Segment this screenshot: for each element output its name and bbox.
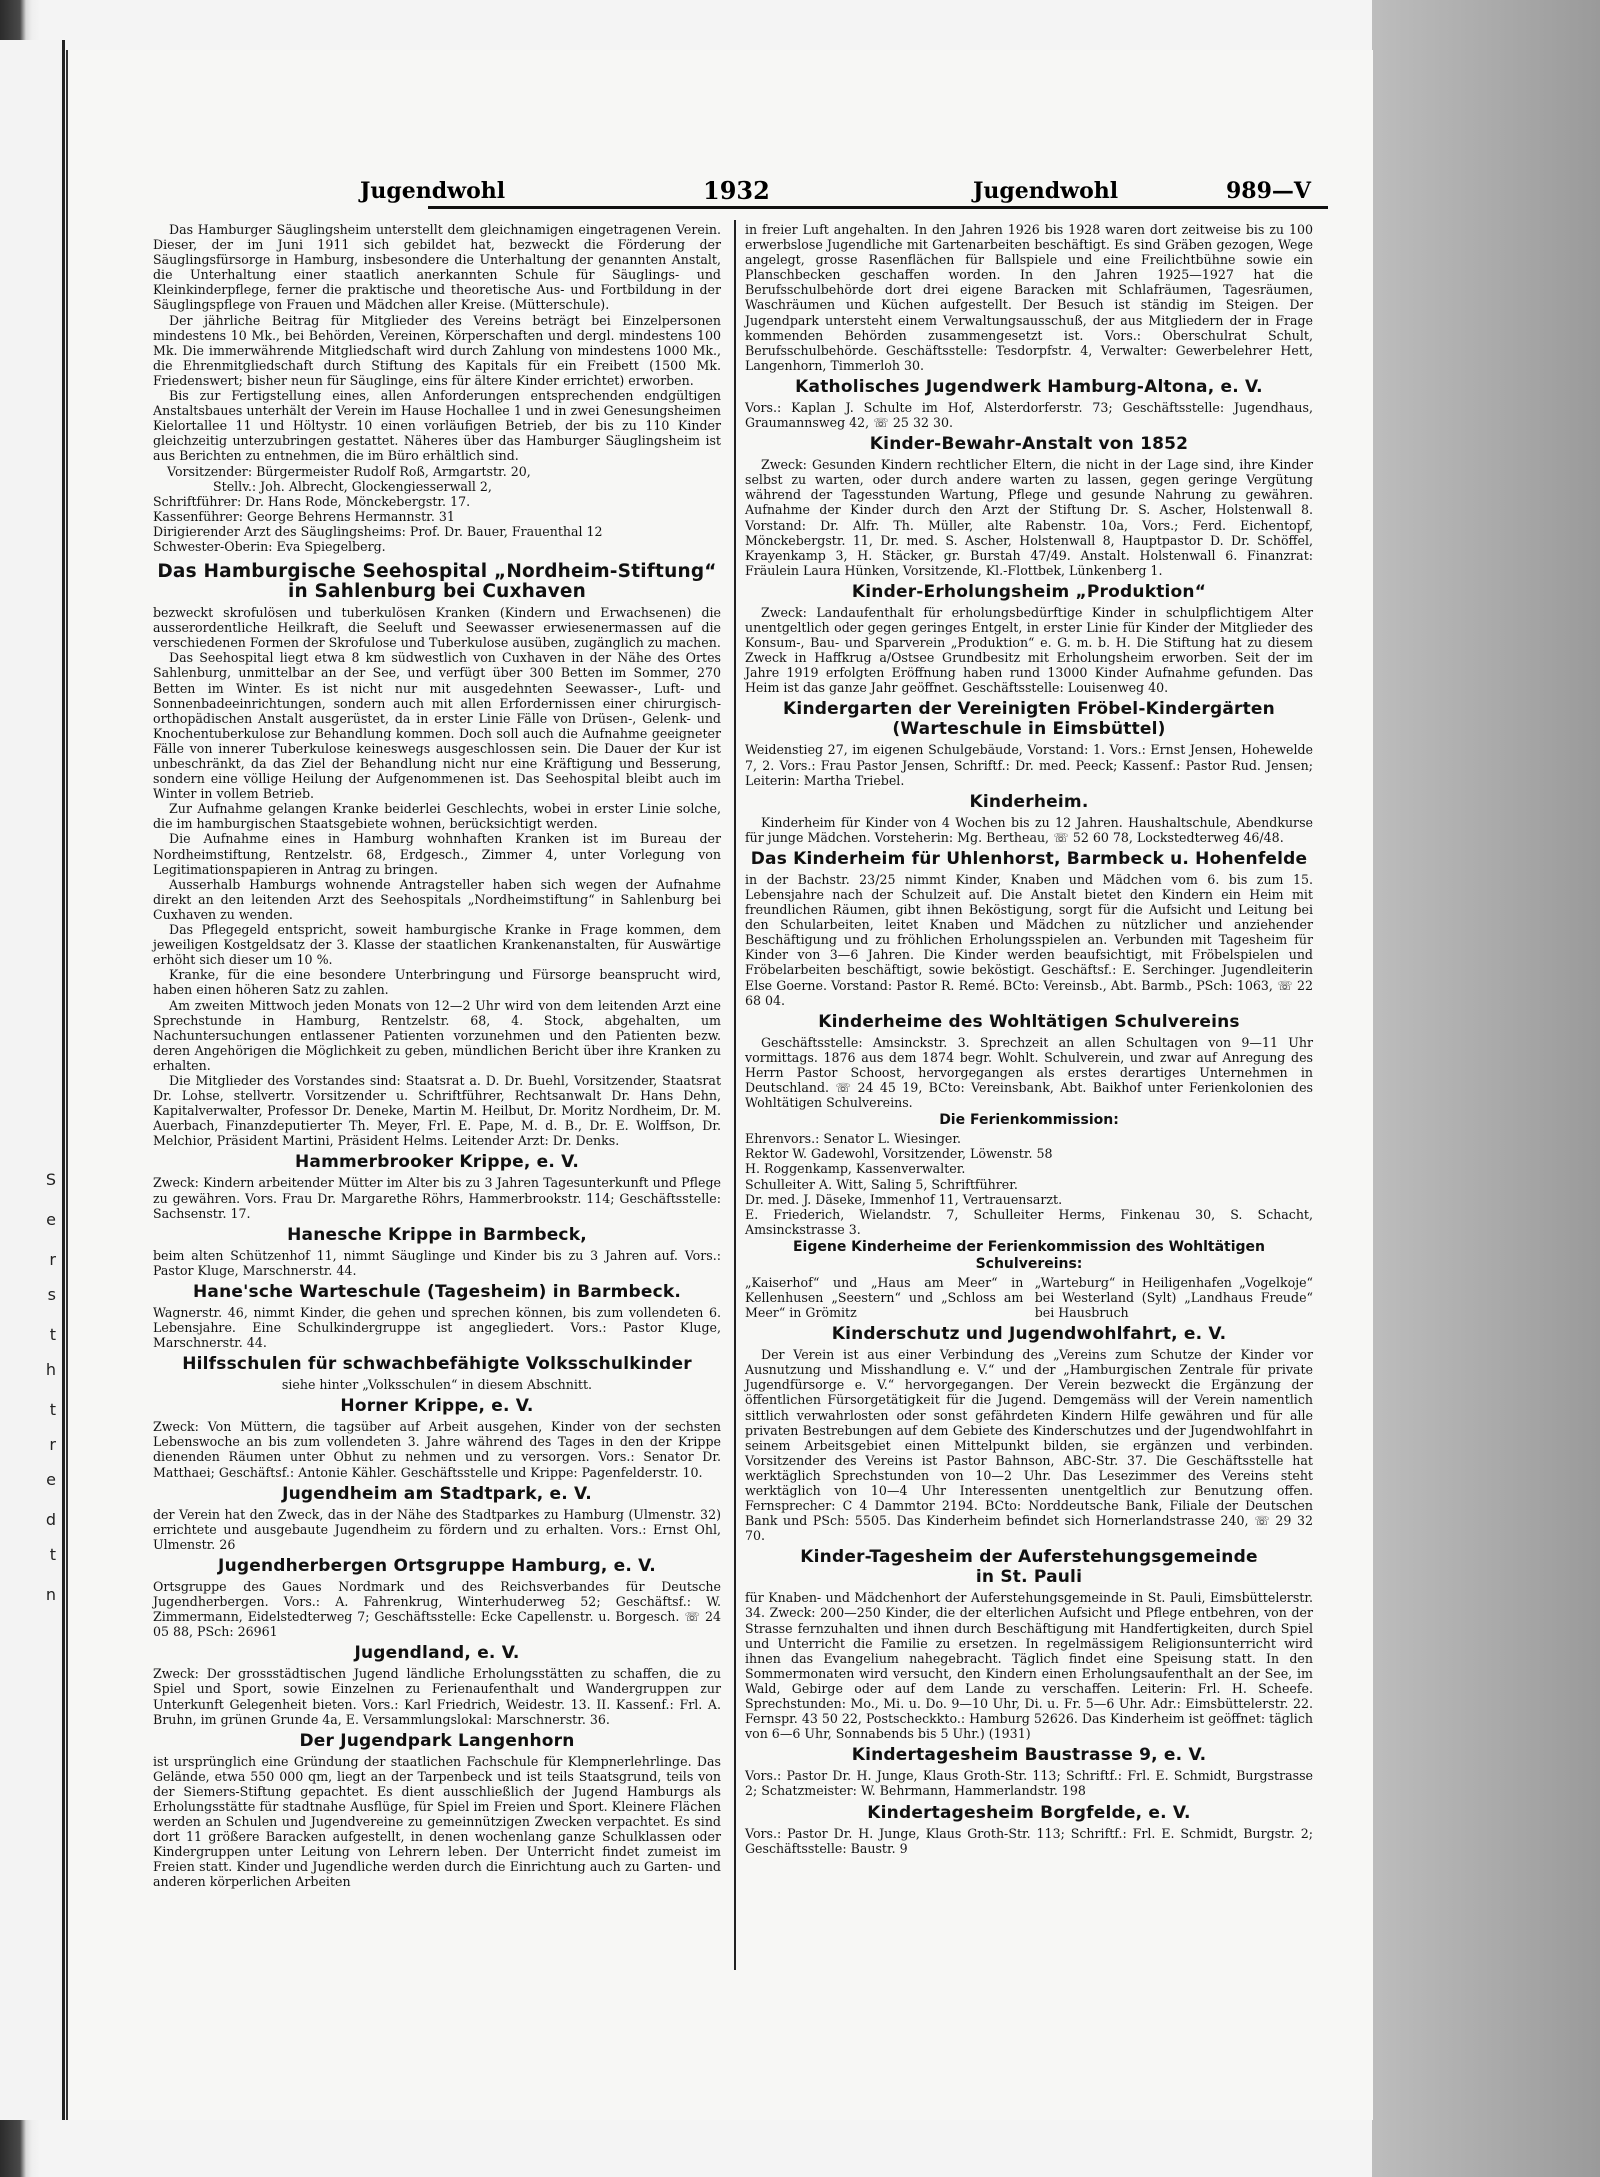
homes-right: „Warteburg“ in Heiligenhafen „Vogelkoje“ bei Westerland (Sylt) „Landhaus Freude“ bei Hausbruch [1034, 1274, 1313, 1321]
header-right-title: Jugendwohl [973, 178, 1119, 204]
section-title: Hane'sche Warteschule (Tagesheim) in Barmbeck. [192, 1281, 682, 1302]
prev-letter: t [49, 1325, 56, 1344]
paragraph: ist ursprünglich eine Gründung der staatlichen Fachschule für Klempnerlehrlinge. Das Gelände, etwa 550 000 qm, liegt an der Tarpenbeck und ist teils Staatsgrund, teils von der Siemers-Stiftung gepachtet. Es dient ausschließlich der Jugend Hamburgs als Erholungsstätte für stadtnahe Ausflüge, für Spiel im Freien und Sport. Kleinere Flächen werden an Schulen und Jugendvereine zu gemeinnützigen Zwecken verpachtet. Es sind dort 11 größere Baracken aufgestellt, in denen wochenlang ganze Schulklassen oder Kindergruppen unter Leitung von Lehrern leben. Der Unterricht findet zumeist im Freien statt. Kinder und Jugendliche werden durch die Einrichtung auch zu Garten- und anderen körperlichen Arbeiten [153, 1753, 721, 1890]
section-title: Hilfsschulen für schwachbefähigte Volksschulkinder [182, 1354, 692, 1375]
prev-letter: r [49, 1250, 56, 1269]
section-title: Das Kinderheim für Uhlenhorst, Barmbeck u. Hohenfelde [750, 848, 1308, 869]
paragraph: Zweck: Gesunden Kindern rechtlicher Eltern, die nicht in der Lage sind, ihre Kinder selbst zu warten, oder durch andere warten zu lassen, gegen geringe Vergütung während der Tagesstunden Wartung, Pflege und gesunde Nahrung zu gewähren. Aufnahme der Kinder durch den Arzt der Stiftung Dr. S. Ascher, Holstenwall 8. Vorstand: Dr. Alfr. Th. Müller, alte Rabenstr. 10a, Vors.; Ferd. Eichentopf, Mönckebergstr. 11, Dr. med. S. Ascher, Holstenwall 8, Hauptpastor D. Dr. Schöffel, Krayenkamp 3, H. Stäcker, gr. Burstah 47/49. Anstalt. Holstenwall 6. Finanzrat: Fräulein Laura Hünken, Vorsitzende, Kl.-Flottbek, Lünkenberg 1. [745, 457, 1313, 578]
paragraph: Zweck: Landaufenthalt für erholungsbedürftige Kinder in schulpflichtigem Alter unentgeltlich oder gegen geringes Entgelt, in erster Linie für Kinder der Mitglieder des Konsum-, Bau- und Sparverein „Produktion“ e. G. m. b. H. Die Stiftung hat zu diesem Zweck in Haffkrug a/Ostsee Grundbesitz mit Erholungsheim erworben. Seit der im Jahre 1919 erfolgten Eröffnung haben rund 13000 Kinder Aufnahme gefunden. Das Heim ist das ganze Jahr geöffnet. Geschäftsstelle: Louisenweg 40. [745, 604, 1313, 696]
committee-line: E. Friederich, Wielandstr. 7, Schulleiter Herms, Finkenau 30, S. Schacht, Amsinckstrasse 3. [745, 1206, 1313, 1237]
paragraph: Vors.: Pastor Dr. H. Junge, Klaus Groth-Str. 113; Schriftf.: Frl. E. Schmidt, Burgstrasse 2; Schatzmeister: W. Behrmann, Hammerlandstr. 198 [745, 1768, 1313, 1799]
prev-letter: n [45, 1585, 56, 1604]
section-title: Kinderschutz und Jugendwohlfahrt, e. V. [831, 1324, 1227, 1345]
paragraph: Ortsgruppe des Gaues Nordmark und des Reichsverbandes für Deutsche Jugendherbergen. Vors.: A. Fahrenkrug, Winterhuderweg 52; Geschäftsf.: W. Zimmermann, Eidelstedterweg 7; Geschäftsstelle: Ecke Capellenstr. u. Borgesch. ☏ 24 05 88, PSch: 26961 [153, 1578, 721, 1640]
paragraph: in der Bachstr. 23/25 nimmt Kinder, Knaben und Mädchen vom 6. bis zum 15. Lebensjahre nach der Schulzeit auf. Die Anstalt bietet den Kindern ein Heim mit freundlichen Räumen, gibt ihnen Beköstigung, sorgt für die Aufsicht und Leitung bei den Schularbeiten, leitet Knaben und Mädchen zu nützlicher und anziehender Beschäftigung und zu fröhlichen Erholungsspielen an. Verbunden mit Tagesheim für Kinder von 3—6 Jahren. Die Kinder werden beaufsichtigt, mit Fröbelspielen und Fröbelarbeiten beschäftigt, sowie beköstigt. Geschäftsf.: E. Serchinger. Jugendleiterin Else Goerne. Vorstand: Pastor R. Remé. BCto: Vereinsb., Abt. Barmb., PSch: 1063, ☏ 22 68 04. [745, 871, 1313, 1008]
paragraph: beim alten Schützenhof 11, nimmt Säuglinge und Kinder bis zu 3 Jahren auf. Vors.: Pastor Kluge, Marschnerstr. 44. [153, 1247, 721, 1278]
paragraph: Weidenstieg 27, im eigenen Schulgebäude, Vorstand: 1. Vors.: Ernst Jensen, Hohewelde 7, 2. Vors.: Frau Pastor Jensen, Schriftf.: Dr. med. Peeck; Kassenf.: Pastor Rud. Jensen; Leiterin: Martha Triebel. [745, 742, 1313, 788]
paragraph: Kranke, für die eine besondere Unterbringung und Fürsorge beansprucht wird, haben einen höheren Satz zu zahlen. [153, 967, 721, 998]
paragraph: Die Mitglieder des Vorstandes sind: Staatsrat a. D. Dr. Buehl, Vorsitzender, Staatsrat Dr. Lohse, stellvertr. Vorsitzender u. Schriftführer, Rechtsanwalt Dr. Hans Dehn, Kapitalverwalter, Professor Dr. Deneke, Martin M. Heilbut, Dr. Moritz Nordheim, Dr. M. Auerbach, Finanzdeputierter Th. Meyer, Frl. E. Pape, M. d. B., Dr. E. Wolffson, Dr. Melchior, Präsident Martini, Präsident Helms. Leitender Arzt: Dr. Denks. [153, 1072, 721, 1149]
committee-line: Ehrenvors.: Senator L. Wiesinger. [745, 1131, 962, 1147]
committee-line: H. Roggenkamp, Kassenverwalter. [745, 1161, 966, 1177]
paragraph: Zweck: Von Müttern, die tagsüber auf Arbeit ausgehen, Kinder von der sechsten Lebenswoche an bis zum vollendeten 3. Jahre während des Tages in den der Krippe dienenden Räumen unter Obhut zu nehmen und zu versorgen. Vors.: Senator Dr. Matthaei; Geschäftsf.: Antonie Kähler. Geschäftsstelle und Krippe: Pagenfelderstr. 10. [153, 1419, 721, 1480]
paragraph: Kinderheim für Kinder von 4 Wochen bis zu 12 Jahren. Haushaltschule, Abendkurse für junge Mädchen. Vorsteherin: Mg. Bertheau, ☏ 52 60 78, Lockstedterweg 46/48. [745, 814, 1313, 845]
section-title: Kinderheime des Wohltätigen Schulvereins [818, 1011, 1240, 1032]
section-title: Das Hamburgische Seehospital „Nordheim-Stiftung“ [157, 561, 717, 583]
homes-left: „Kaiserhof“ und „Haus am Meer“ in Kellenhusen „Seestern“ und „Schloss am Meer“ in Grömitz [745, 1274, 1024, 1321]
header-page-number: 989—V [1226, 178, 1311, 204]
section-title: Der Jugendpark Langenhorn [299, 1730, 575, 1751]
section-title: Kindertagesheim Baustrasse 9, e. V. [851, 1745, 1207, 1766]
section-title: Jugendherbergen Ortsgruppe Hamburg, e. V. [218, 1555, 656, 1576]
header-left-title: Jugendwohl [360, 178, 506, 204]
scan-margin [1372, 0, 1600, 2177]
paragraph: Am zweiten Mittwoch jeden Monats von 12—2 Uhr wird von dem leitenden Arzt eine Sprechstunde in Hamburg, Rentzelstr. 68, 4. Stock, abgehalten, um Nachuntersuchungen entlassener Patienten vorzunehmen und den Patienten bezw. deren Angehörigen die Möglichkeit zu geben, mündlichen Bericht über ihre Kranken zu erhalten. [153, 997, 721, 1073]
officer-line: Dirigierender Arzt des Säuglingsheims: Prof. Dr. Bauer, Frauenthal 12 [153, 523, 603, 539]
prev-letter: e [46, 1210, 56, 1229]
paragraph: Geschäftsstelle: Amsinckstr. 3. Sprechzeit an allen Schultagen von 9—11 Uhr vormittags. 1876 aus dem 1874 begr. Wohlt. Schulverein, und zwar auf Anregung des Herrn Pastor Schoost, hervorgegangen als erstes derartiges Unternehmen in Deutschland. ☏ 24 45 19, BCto: Vereinsbank, Abt. Baikhof unter Ferienkolonien des Wohltätigen Schulvereins. [745, 1034, 1313, 1111]
paragraph: für Knaben- und Mädchenhort der Auferstehungsgemeinde in St. Pauli, Eimsbüttelerstr. 34. Zweck: 200—250 Kinder, die der elterlichen Aufsicht und Pflege entbehren, von der Strasse fernzuhalten und ihnen durch Beschäftigung mit Handfertigkeiten, durch Spiel und Unterricht die Familie zu ersetzen. In regelmässigem Religionsunterricht wird ihnen das Evangelium nahegebracht. Täglich findet eine Speisung statt. In den Sommermonaten wird versucht, den Kindern einen Erholungsaufenthalt an der See, im Wald, Gebirge oder auf dem Lande zu verschaffen. Leiterin: Frl. H. Scheefe. Sprechstunden: Mo., Mi. u. Do. 9—10 Uhr, Di. u. Fr. 5—6 Uhr. Adr.: Eimsbüttelerstr. 22. Fernspr. 43 50 22, Postscheckkto.: Hamburg 52626. Das Kinderheim ist geöffnet: täglich von 6—6 Uhr, Sonnabends bis 5 Uhr.) (1931) [745, 1590, 1313, 1742]
paragraph: Der jährliche Beitrag für Mitglieder des Vereins beträgt bei Einzelpersonen mindestens 10 Mk., bei Behörden, Vereinen, Körperschaften und dergl. mindestens 100 Mk. Die immerwährende Mitgliedschaft wird durch Zahlung von mindestens 1000 Mk., die Ehrenmitgliedschaft durch Stiftung des Kapitals für ein Freibett (1500 Mk. Friedenswert; bisher neun für Säuglinge, eins für ältere Kinder errichtet) erworben. [153, 312, 721, 388]
column-divider [734, 220, 736, 1970]
section-title: Kinder-Erholungsheim „Produktion“ [851, 581, 1207, 602]
prev-letter: S [45, 1170, 56, 1189]
paragraph: Wagnerstr. 46, nimmt Kinder, die gehen und sprechen können, bis zum vollendeten 6. Lebensjahre. Eine Schulkindergruppe ist angegliedert. Vors.: Pastor Kluge, Marschnerstr. 44. [153, 1304, 721, 1351]
right-column [745, 222, 1313, 1856]
prev-letter: t [49, 1545, 56, 1564]
section-title: Hanesche Krippe in Barmbeck, [287, 1224, 587, 1245]
paragraph: Ausserhalb Hamburgs wohnende Antragsteller haben sich wegen der Aufnahme direkt an den leitenden Arzt des Seehospitals „Nordheimstiftung“ in Sahlenburg bei Cuxhaven zu wenden. [153, 876, 721, 922]
section-title: in Sahlenburg bei Cuxhaven [287, 581, 587, 603]
prev-letter: r [49, 1435, 56, 1454]
subsection-title: Die Ferienkommission: [939, 1112, 1119, 1129]
officer-line: Kassenführer: George Behrens Hermannstr. 31 [153, 508, 455, 524]
section-title: Kinderheim. [969, 791, 1089, 812]
prev-letter: d [45, 1510, 56, 1529]
paragraph: Vors.: Pastor Dr. H. Junge, Klaus Groth-Str. 113; Schriftf.: Frl. E. Schmidt, Burgstr. 2; Geschäftsstelle: Baustr. 9 [745, 1825, 1313, 1856]
prev-letter: h [45, 1360, 56, 1379]
officer-line: Vorsitzender: Bürgermeister Rudolf Roß, Armgartstr. 20, [167, 463, 531, 479]
section-title: (Warteschule in Eimsbüttel) [892, 719, 1166, 740]
paragraph: Zweck: Der grossstädtischen Jugend ländliche Erholungsstätten zu schaffen, die zu Spiel und Sport, sowie Einzelnen zu Ferienaufenthalt und Wandergruppen zur Unterkunft Gelegenheit bieten. Vors.: Karl Friedrich, Weidestr. 13. II. Kassenf.: Frl. A. Bruhn, im grünen Grunde 4a, E. Versammlungslokal: Marschnerstr. 36. [153, 1666, 721, 1727]
section-title: Kindergarten der Vereinigten Fröbel-Kindergärten [783, 699, 1275, 720]
paragraph: Das Seehospital liegt etwa 8 km südwestlich von Cuxhaven in der Nähe des Ortes Sahlenburg, unmittelbar an der See, und verfügt über 300 Betten im Sommer, 270 Betten im Winter. Es ist nicht nur mit ausgedehnten Seewasser-, Luft- und Sonnenbadeeinrichtungen, sondern auch mit allen Erfordernissen einer chirurgisch-orthopädischen Anstalt ausgerüstet, da in erster Linie Fälle von Drüsen-, Gelenk- und Knochentuberkulose zur Behandlung kommen. Doch soll auch die Aufnahme geeigneter Fälle von innerer Tuberkulose keineswegs ausgeschlossen sein. Die Dauer der Kur ist unbeschränkt, da das Ziel der Behandlung nicht nur eine Kräftigung und Besserung, sondern eine völlige Heilung der Aufgenommenen ist. Das Seehospital bleibt auch im Winter in vollem Betrieb. [153, 650, 721, 802]
header-year: 1932 [703, 176, 770, 205]
section-title: Jugendheim am Stadtpark, e. V. [282, 1483, 592, 1504]
paragraph: Das Hamburger Säuglingsheim unterstellt dem gleichnamigen eingetragenen Verein. Dieser, der im Juni 1911 sich gebildet hat, bezweckt die Förderung der Säuglingsfürsorge in Hamburg, insbesondere die Unterhaltung der genannten Anstalt, die Unterhaltung einer staatlich anerkannten Schule für Säuglings- und Kleinkinderpflege, ferner die praktische und theoretische Aus- und Fortbildung in der Säuglingspflege von Frauen und Mädchen aller Kreise. (Mütterschule). [153, 222, 721, 313]
section-title: Kinder-Bewahr-Anstalt von 1852 [869, 434, 1189, 455]
committee-line: Schulleiter A. Witt, Saling 5, Schriftführer. [745, 1176, 1018, 1192]
running-header [288, 138, 1328, 208]
committee-line: Rektor W. Gadewohl, Vorsitzender, Löwenstr. 58 [745, 1146, 1053, 1162]
officer-line: Schwester-Oberin: Eva Spiegelberg. [153, 538, 386, 554]
prev-letter: t [49, 1400, 56, 1419]
paragraph: Zweck: Kindern arbeitender Mütter im Alter bis zu 3 Jahren Tagesunterkunft und Pflege zu gewähren. Vors. Frau Dr. Margarethe Röhrs, Hammerbrookstr. 114; Geschäftsstelle: Sachsenstr. 17. [153, 1175, 721, 1221]
committee-line: Dr. med. J. Däseke, Immenhof 11, Vertrauensarzt. [745, 1191, 1063, 1207]
header-rule [428, 206, 1328, 209]
officer-line: Schriftführer: Dr. Hans Rode, Mönckebergstr. 17. [153, 493, 471, 509]
paragraph: Die Aufnahme eines in Hamburg wohnhaften Kranken ist im Bureau der Nordheimstiftung, Rentzelstr. 68, Erdgesch., Zimmer 4, unter Vorlegung von Legitimationspapieren in Antrag zu bringen. [153, 831, 721, 877]
section-title: Kinder-Tagesheim der Auferstehungsgemeinde [800, 1547, 1258, 1568]
paragraph: Zur Aufnahme gelangen Kranke beiderlei Geschlechts, wobei in erster Linie solche, die im hamburgischen Staatsgebiete wohnen, berücksichtigt werden. [153, 801, 721, 832]
subsection-title: Eigene Kinderheime der Ferienkommission des Wohltätigen Schulvereins: [792, 1238, 1266, 1272]
section-title: Horner Krippe, e. V. [340, 1396, 534, 1417]
section-title: Hammerbrooker Krippe, e. V. [295, 1152, 579, 1173]
paragraph: Bis zur Fertigstellung eines, allen Anforderungen entsprechenden endgültigen Anstaltsbaues unterhält der Verein im Hause Hochallee 1 und in zwei Genesungsheimen Kielortallee 11 und Höltystr. 10 einen vorläufigen Betrieb, der bis zu 110 Kinder gleichzeitig unterzubringen gestattet. Näheres über das Hamburger Säuglingsheim ist aus Berichten zu entnehmen, die im Büro erhältlich sind. [153, 388, 721, 464]
prev-letter: s [47, 1285, 56, 1304]
paragraph: der Verein hat den Zweck, das in der Nähe des Stadtparkes zu Hamburg (Ulmenstr. 32) errichtete und ausgebaute Jugendheim zu fördern und zu erhalten. Vors.: Ernst Ohl, Ulmenstr. 26 [153, 1506, 721, 1552]
officer-line: Stellv.: Joh. Albrecht, Glockengiesserwall 2, [213, 478, 492, 494]
paragraph: bezweckt skrofulösen und tuberkulösen Kranken (Kindern und Erwachsenen) die ausserordentliche Heilkraft, die Seeluft und Seewasser erwiesenermassen auf die verschiedenen Formen der Skrofulose und Tuberkulose ausüben, zugänglich zu machen. [153, 605, 721, 651]
section-title: in St. Pauli [975, 1567, 1083, 1588]
paragraph: Der Verein ist aus einer Verbindung des „Vereins zum Schutze der Kinder vor Ausnutzung und Misshandlung e. V.“ und der „Hamburgischen Zentrale für private Jugendfürsorge e. V.“ hervorgegangen. Der Verein bezweckt die Ergänzung der öffentlichen Fürsorgetätigkeit für die Jugend. Demgemäss will der Verein namentlich sittlich verwahrlosten oder sonst gefährdeten Kindern Hilfe gewähren und für alle privaten Bestrebungen auf dem Gebiete des Kinderschutzes und der Jugendwohlfahrt in seinem Arbeitsgebiet einen Mittelpunkt bilden, sie ergänzen und verbinden. Vorsitzender des Vereins ist Pastor Bahnson, ABC-Str. 37. Die Geschäftsstelle hat werktäglich Sprechstunden von 10—2 Uhr. Das Lesezimmer des Vereins steht werktäglich von 10—4 Uhr Interessenten unentgeltlich zur Benutzung offen. Fernsprecher: C 4 Dammtor 2194. BCto: Norddeutsche Bank, Filiale der Deutschen Bank und PSch: 5505. Das Kinderheim befindet sich Hornerlandstrasse 240, ☏ 29 32 70. [745, 1347, 1313, 1544]
paragraph: Das Pflegegeld entspricht, soweit hamburgische Kranke in Frage kommen, dem jeweiligen Kostgeldsatz der 3. Klasse der staatlichen Krankenanstalten, für Auswärtige erhöht sich dieser um 10 %. [153, 922, 721, 968]
previous-page-edge [0, 40, 65, 2120]
section-title: Katholisches Jugendwerk Hamburg-Altona, e. V. [795, 376, 1263, 397]
left-column [153, 222, 721, 1890]
paragraph: siehe hinter „Volksschulen“ in diesem Abschnitt. [281, 1377, 593, 1393]
homes-list [745, 1275, 1313, 1320]
section-title: Kindertagesheim Borgfelde, e. V. [867, 1802, 1191, 1823]
section-title: Jugendland, e. V. [354, 1643, 520, 1664]
paragraph: Vors.: Kaplan J. Schulte im Hof, Alsterdorferstr. 73; Geschäftsstelle: Jugendhaus, Graumannsweg 42, ☏ 25 32 30. [745, 399, 1313, 431]
paragraph: in freier Luft angehalten. In den Jahren 1926 bis 1928 waren dort zeitweise bis zu 100 erwerbslose Jugendliche mit Gartenarbeiten beschäftigt. Es sind Gräben gezogen, Wege angelegt, grosse Rasenflächen für Ballspiele und eine Freilichtbühne sowie ein Planschbecken geschaffen worden. In den Jahren 1925—1927 hat die Berufsschulbehörde dort drei eigene Baracken mit Schlafräumen, Tagesräumen, Waschräumen und Küchen aufgestellt. Der Besuch ist ständig im Steigen. Der Jugendpark untersteht einem Verwaltungsausschuß, der aus Mitgliedern der in Frage kommenden Behörden zusammengesetzt ist. Vors.: Oberschulrat Schult, Berufsschulbehörde. Geschäftsstelle: Tesdorpfstr. 4, Verwalter: Gewerbelehrer Hett, Langenhorn, Timmerloh 30. [745, 222, 1313, 373]
prev-letter: e [46, 1470, 56, 1489]
